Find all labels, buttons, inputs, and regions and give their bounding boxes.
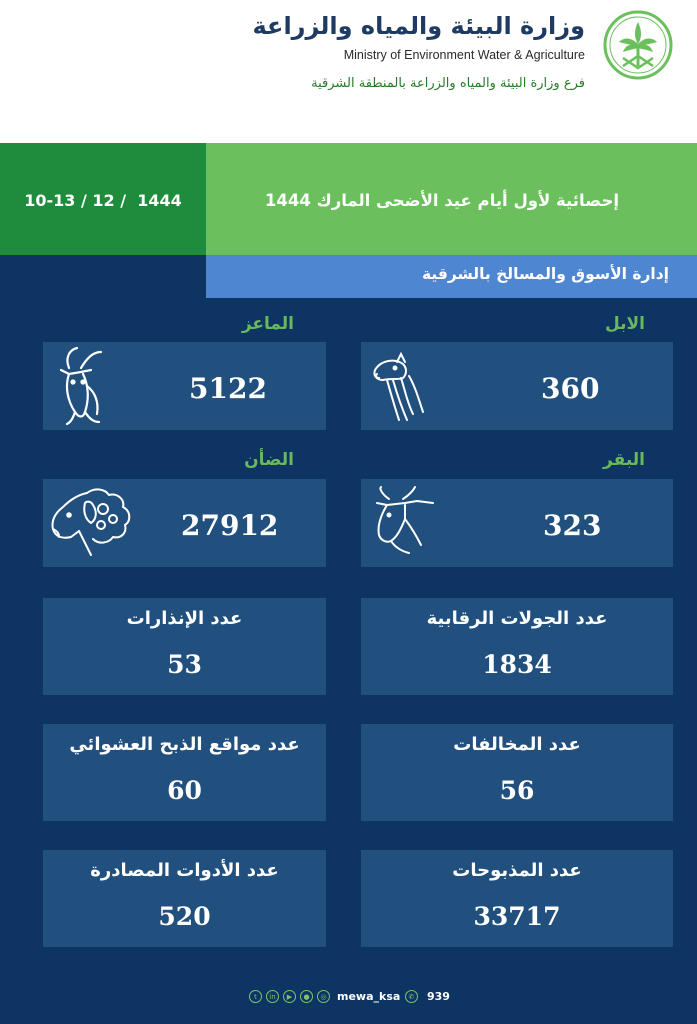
random-sites-card (43, 724, 326, 821)
camels-card (361, 342, 673, 430)
violations-card (361, 724, 673, 821)
warnings-label: عدد الإنذارات (126, 608, 243, 629)
confiscated-label: عدد الأدوات المصادرة (90, 860, 279, 881)
slaughtered-card (361, 850, 673, 947)
phone-icon: ✆ (405, 990, 418, 1003)
random-sites-label: عدد مواقع الذبح العشوائي (69, 734, 300, 755)
violations-label: عدد المخالفات (453, 734, 581, 755)
phone-number[interactable]: 939 (427, 990, 450, 1003)
ministry-title-english: Ministry of Environment Water & Agriculture (343, 48, 585, 62)
youtube-icon[interactable]: ▶ (283, 990, 296, 1003)
patrols-card (361, 598, 673, 695)
cattle-label: البقر (603, 450, 645, 470)
social-handle[interactable]: mewa_ksa (337, 990, 401, 1003)
goat-icon (47, 346, 107, 426)
slaughtered-value: 33717 (473, 902, 561, 931)
slaughtered-label: عدد المذبوحات (452, 860, 582, 881)
sheep-count: 27912 (181, 509, 279, 542)
warnings-card (43, 598, 326, 695)
cattle-card (361, 479, 673, 567)
sheep-card (43, 479, 326, 567)
random-sites-value: 60 (167, 776, 202, 805)
sheep-label: الضأن (244, 450, 294, 470)
ministry-logo-icon (601, 8, 675, 82)
warnings-value: 53 (167, 650, 202, 679)
date-band (0, 143, 206, 255)
footer (0, 988, 697, 1010)
patrols-value: 1834 (482, 650, 552, 679)
linkedin-icon[interactable]: in (266, 990, 279, 1003)
branch-title: فرع وزارة البيئة والمياه والزراعة بالمنطقة الشرقية (311, 76, 585, 91)
date-text: 10-13 / 12 / 1444 (24, 191, 182, 210)
goats-count: 5122 (189, 372, 267, 405)
department-title: إدارة الأسوق والمسالخ بالشرقية (421, 265, 669, 283)
header (0, 0, 697, 143)
instagram-icon[interactable]: ◎ (317, 990, 330, 1003)
confiscated-value: 520 (158, 902, 211, 931)
department-band (206, 255, 697, 298)
snapchat-icon[interactable]: ● (300, 990, 313, 1003)
violations-value: 56 (499, 776, 535, 805)
statistics-title: إحصائية لأول أيام عيد الأضحى المارك 1444 (264, 191, 619, 210)
ministry-title-arabic: وزارة البيئة والمياه والزراعة (252, 12, 585, 40)
confiscated-card (43, 850, 326, 947)
goats-card (43, 342, 326, 430)
camels-count: 360 (541, 372, 600, 405)
camels-label: الابل (604, 314, 645, 334)
twitter-icon[interactable]: t (249, 990, 262, 1003)
patrols-label: عدد الجولات الرقابية (426, 608, 608, 629)
sheep-icon (47, 485, 133, 561)
cow-icon (367, 485, 437, 559)
title-band (206, 143, 697, 255)
cattle-count: 323 (543, 509, 602, 542)
camel-icon (367, 350, 431, 424)
goats-label: الماعز (241, 314, 294, 334)
